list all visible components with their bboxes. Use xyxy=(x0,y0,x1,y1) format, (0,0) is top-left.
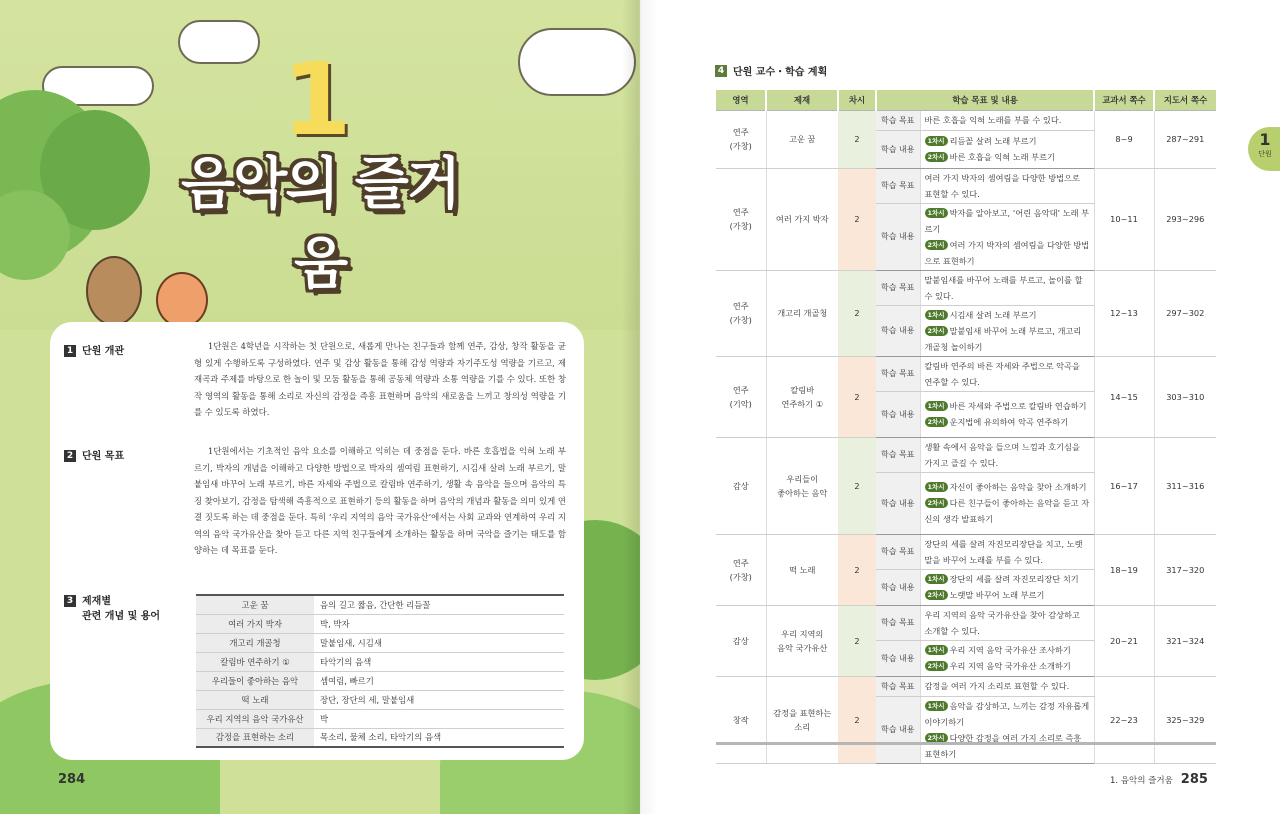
table-row xyxy=(716,356,1216,391)
content-label: 학습 내용 xyxy=(876,640,920,676)
table-row xyxy=(196,709,564,728)
lesson-1-line xyxy=(925,307,1090,323)
content-label: 학습 내용 xyxy=(876,569,920,605)
table-row xyxy=(716,534,1216,569)
area-cell: 연주 (기악) xyxy=(716,356,766,437)
terms-cell: 타악기의 음색 xyxy=(314,652,564,671)
lesson-2-line xyxy=(925,495,1090,527)
table-row xyxy=(196,633,564,652)
section-title-line2: 관련 개념 및 용어 xyxy=(82,611,161,622)
side-tab-number: 1 xyxy=(1259,130,1271,149)
goal-label: 학습 목표 xyxy=(876,437,920,472)
material-cell: 우리 지역의 음악 국가유산 xyxy=(766,605,838,676)
table-bottom-rule xyxy=(716,742,1216,745)
lesson-2-line xyxy=(925,730,1090,762)
lesson-1-line xyxy=(925,642,1090,658)
lesson-2-tag: 2차시 xyxy=(925,417,948,427)
table-row xyxy=(716,437,1216,472)
content-text xyxy=(920,472,1094,534)
section-heading-goals xyxy=(64,449,124,464)
hours-cell: 2 xyxy=(838,356,876,437)
hours-cell: 2 xyxy=(838,605,876,676)
lesson-2-tag: 2차시 xyxy=(925,240,948,250)
terms-cell: 말붙임새, 시김새 xyxy=(314,633,564,652)
content-text xyxy=(920,203,1094,270)
content-text xyxy=(920,130,1094,168)
goal-text: 감정을 여러 가지 소리로 표현할 수 있다. xyxy=(920,676,1094,696)
section-title: 단원 목표 xyxy=(82,451,125,462)
lesson-2-line xyxy=(925,237,1090,269)
material-cell: 떡 노래 xyxy=(766,534,838,605)
cloud-illustration xyxy=(518,28,636,96)
material-cell: 우리들이 좋아하는 음악 xyxy=(766,437,838,534)
lesson-2-line xyxy=(925,414,1090,430)
section-number: 3 xyxy=(64,595,76,607)
hours-cell: 2 xyxy=(838,437,876,534)
content-text xyxy=(920,305,1094,356)
lesson-2-line xyxy=(925,323,1090,355)
header-guide-pages: 지도서 쪽수 xyxy=(1154,90,1216,110)
hours-cell: 2 xyxy=(838,168,876,270)
book-gutter-shadow xyxy=(622,0,658,814)
hours-cell: 2 xyxy=(838,110,876,168)
table-row xyxy=(716,270,1216,305)
terms-cell: 셈여림, 빠르기 xyxy=(314,671,564,690)
goal-text: 장단의 세를 살려 자진모리장단을 치고, 노랫말을 바꾸어 노래를 부를 수 있다. xyxy=(920,534,1094,569)
area-cell: 연주 (가창) xyxy=(716,168,766,270)
song-cell: 우리들이 좋아하는 음악 xyxy=(196,671,314,690)
content-text xyxy=(920,696,1094,763)
goal-label: 학습 목표 xyxy=(876,168,920,203)
hours-cell: 2 xyxy=(838,534,876,605)
header-hours: 차시 xyxy=(838,90,876,110)
lesson-2-tag: 2차시 xyxy=(925,590,948,600)
lesson-1-tag: 1차시 xyxy=(925,482,948,492)
material-cell: 감정을 표현하는 소리 xyxy=(766,676,838,763)
area-cell: 감상 xyxy=(716,437,766,534)
section-number: 2 xyxy=(64,450,76,462)
guide-pages-cell: 303~310 xyxy=(1154,356,1216,437)
goal-text: 바른 호흡을 익혀 노래를 부를 수 있다. xyxy=(920,110,1094,130)
lesson-1-text: 시김새 살려 노래 부르기 xyxy=(949,309,1037,320)
section-heading-overview xyxy=(64,344,124,359)
area-cell: 연주 (가창) xyxy=(716,534,766,605)
lesson-1-tag: 1차시 xyxy=(925,208,948,218)
content-text xyxy=(920,640,1094,676)
table-row xyxy=(716,168,1216,203)
song-cell: 칼림바 연주하기 ① xyxy=(196,652,314,671)
area-cell: 감상 xyxy=(716,605,766,676)
table-row xyxy=(716,676,1216,696)
textbook-pages-cell: 20~21 xyxy=(1094,605,1154,676)
material-cell: 칼림바 연주하기 ① xyxy=(766,356,838,437)
lesson-1-text: 자신이 좋아하는 음악을 찾아 소개하기 xyxy=(949,482,1087,492)
lesson-1-line xyxy=(925,571,1090,587)
goal-label: 학습 목표 xyxy=(876,110,920,130)
guide-pages-cell: 311~316 xyxy=(1154,437,1216,534)
content-label: 학습 내용 xyxy=(876,305,920,356)
terms-cell: 박, 박자 xyxy=(314,614,564,633)
lesson-2-text: 다양한 감정을 여러 가지 소리로 즉흥 표현하기 xyxy=(924,732,1082,759)
area-cell: 연주 (가창) xyxy=(716,110,766,168)
lesson-2-tag: 2차시 xyxy=(925,498,948,508)
header-material: 제재 xyxy=(766,90,838,110)
textbook-pages-cell: 10~11 xyxy=(1094,168,1154,270)
table-row xyxy=(196,690,564,709)
concepts-table xyxy=(196,594,564,748)
goal-label: 학습 목표 xyxy=(876,676,920,696)
footer-title: 1. 음악의 즐거움 xyxy=(1110,776,1173,786)
terms-cell: 목소리, 물체 소리, 타악기의 음색 xyxy=(314,728,564,747)
lesson-1-tag: 1차시 xyxy=(925,401,948,411)
table-row xyxy=(196,595,564,614)
goal-label: 학습 목표 xyxy=(876,270,920,305)
header-textbook-pages: 교과서 쪽수 xyxy=(1094,90,1154,110)
table-row xyxy=(196,652,564,671)
song-cell: 고운 꿈 xyxy=(196,595,314,614)
material-cell: 개고리 개골청 xyxy=(766,270,838,356)
textbook-pages-cell: 16~17 xyxy=(1094,437,1154,534)
lesson-1-line xyxy=(925,205,1090,237)
section-heading-concepts xyxy=(64,594,160,624)
lesson-1-text: 장단의 세를 살려 자진모리장단 치기 xyxy=(949,574,1079,584)
lesson-1-text: 우리 지역 음악 국가유산 조사하기 xyxy=(949,645,1071,655)
bear-character-illustration xyxy=(86,256,142,326)
header-area: 영역 xyxy=(716,90,766,110)
hours-cell: 2 xyxy=(838,270,876,356)
lesson-2-tag: 2차시 xyxy=(925,326,948,336)
page-number-left: 284 xyxy=(58,772,86,787)
textbook-pages-cell: 14~15 xyxy=(1094,356,1154,437)
table-header-row xyxy=(716,90,1216,110)
lesson-1-tag: 1차시 xyxy=(925,310,948,320)
lesson-2-text: 운지법에 유의하여 악곡 연주하기 xyxy=(949,417,1069,427)
textbook-pages-cell: 18~19 xyxy=(1094,534,1154,605)
lesson-1-tag: 1차시 xyxy=(925,645,948,655)
guide-pages-cell: 297~302 xyxy=(1154,270,1216,356)
content-text xyxy=(920,569,1094,605)
table-row xyxy=(716,605,1216,640)
content-label: 학습 내용 xyxy=(876,203,920,270)
content-label: 학습 내용 xyxy=(876,472,920,534)
guide-pages-cell: 317~320 xyxy=(1154,534,1216,605)
lesson-2-tag: 2차시 xyxy=(925,152,948,162)
plan-section-heading xyxy=(715,63,827,78)
header-goals: 학습 목표 및 내용 xyxy=(876,90,1094,110)
lesson-2-text: 말붙임새 바꾸어 노래 부르고, 개고리 개골청 놀이하기 xyxy=(924,325,1082,352)
table-row xyxy=(196,671,564,690)
guide-pages-cell: 293~296 xyxy=(1154,168,1216,270)
lesson-2-tag: 2차시 xyxy=(925,733,948,743)
lesson-2-text: 바른 호흡을 익혀 노래 부르기 xyxy=(949,152,1055,162)
page-number-right: 285 xyxy=(1180,772,1208,787)
fox-character-illustration xyxy=(156,272,208,328)
section-title: 제재별 xyxy=(82,596,111,607)
table-row xyxy=(196,728,564,747)
goal-text: 칼림바 연주의 바른 자세와 주법으로 악곡을 연주할 수 있다. xyxy=(920,356,1094,391)
song-cell: 떡 노래 xyxy=(196,690,314,709)
lesson-2-text: 우리 지역 음악 국가유산 소개하기 xyxy=(949,661,1071,671)
song-cell: 감정을 표현하는 소리 xyxy=(196,728,314,747)
overview-paragraph: 1단원은 4학년을 시작하는 첫 단원으로, 새롭게 만나는 친구들과 함께 연주, 감상, 창작 활동을 균형 있게 수행하도록 구성하였다. 연주 및 감상 활동을 통해 감성 역량과 자기주도성 역량을 기르고, 제재곡과 주제를 바탕으로 한 놀이 및 모둠 활동을 통해 공동체 역량과 소통 역량을 기를 수 있다. 또한 창작 영역의 활동을 통해 소리로 자신의 감정을 즉흥 표현하며 음악의 새로움을 느끼고 창의성 역량을 기를 수 있도록 하였다. xyxy=(194,341,566,417)
section-title: 단원 개관 xyxy=(82,346,125,357)
table-row xyxy=(196,614,564,633)
textbook-pages-cell: 22~23 xyxy=(1094,676,1154,763)
side-tab-label: 단원 xyxy=(1258,150,1272,158)
textbook-pages-cell: 12~13 xyxy=(1094,270,1154,356)
chapter-title: 음악의 즐거움 xyxy=(181,152,459,297)
lesson-1-text: 박자를 알아보고, ‘어린 음악대’ 노래 부르기 xyxy=(924,207,1090,234)
lesson-2-line xyxy=(925,587,1090,603)
lesson-1-text: 바른 자세와 주법으로 칼림바 연습하기 xyxy=(949,401,1087,411)
lesson-1-text: 리듬꼴 살려 노래 부르기 xyxy=(949,136,1037,146)
section-number: 4 xyxy=(715,65,727,77)
lesson-1-text: 음악을 감상하고, 느끼는 감정 자유롭게 이야기하기 xyxy=(924,700,1090,727)
guide-pages-cell: 321~324 xyxy=(1154,605,1216,676)
right-footer xyxy=(1110,772,1208,787)
lesson-1-line xyxy=(925,398,1090,414)
section-title: 단원 교수・학습 계획 xyxy=(733,67,828,78)
material-cell: 여러 가지 박자 xyxy=(766,168,838,270)
lesson-2-text: 여러 가지 박자의 셈여림을 다양한 방법으로 표현하기 xyxy=(924,239,1090,266)
lesson-2-line xyxy=(925,658,1090,674)
terms-cell: 음의 길고 짧음, 간단한 리듬꼴 xyxy=(314,595,564,614)
song-cell: 개고리 개골청 xyxy=(196,633,314,652)
textbook-pages-cell: 8~9 xyxy=(1094,110,1154,168)
lesson-2-text: 노랫말 바꾸어 노래 부르기 xyxy=(949,590,1045,600)
song-cell: 여러 가지 박자 xyxy=(196,614,314,633)
lesson-1-line xyxy=(925,479,1090,495)
area-cell: 연주 (가창) xyxy=(716,270,766,356)
hours-cell: 2 xyxy=(838,676,876,763)
song-cell: 우리 지역의 음악 국가유산 xyxy=(196,709,314,728)
lesson-1-line xyxy=(925,698,1090,730)
goal-label: 학습 목표 xyxy=(876,605,920,640)
goal-label: 학습 목표 xyxy=(876,356,920,391)
cloud-illustration xyxy=(178,20,260,64)
lesson-1-tag: 1차시 xyxy=(925,574,948,584)
content-label: 학습 내용 xyxy=(876,391,920,437)
area-cell: 창작 xyxy=(716,676,766,763)
goal-label: 학습 목표 xyxy=(876,534,920,569)
lesson-2-line xyxy=(925,149,1090,165)
section-number: 1 xyxy=(64,345,76,357)
guide-pages-cell: 325~329 xyxy=(1154,676,1216,763)
lesson-2-tag: 2차시 xyxy=(925,661,948,671)
content-label: 학습 내용 xyxy=(876,130,920,168)
content-text xyxy=(920,391,1094,437)
goals-paragraph: 1단원에서는 기초적인 음악 요소를 이해하고 익히는 데 중점을 둔다. 바른 호흡법을 익혀 노래 부르기, 박자의 개념을 이해하고 다양한 방법으로 박자의 셈여림 표현하기, 시김새 살려 노래 부르기, 말붙임새 바꾸어 노래 부르기, 바른 자세와 주법으로 칼림바 연주하기, 생활 속 음악을 들으며 음악의 특징 찾아보기, 감정을 탐색해 즉흥적으로 표현하기 등의 활동을 하며 음악의 개념과 활동을 의미 있게 연결 짓도록 하는 데 중점을 둔다. 특히 ‘우리 지역의 음악 국가유산’에서는 사회 교과와 연계하여 우리 지역의 음악 국가유산을 찾아 듣고 다른 지역 친구들에게 소개하는 활동을 하며 국악을 즐기는 태도를 함양하는 데 목표를 둔다. xyxy=(194,446,566,555)
content-label: 학습 내용 xyxy=(876,696,920,763)
goal-text: 우리 지역의 음악 국가유산을 찾아 감상하고 소개할 수 있다. xyxy=(920,605,1094,640)
goal-text: 생활 속에서 음악을 들으며 느낌과 호기심을 가지고 즐길 수 있다. xyxy=(920,437,1094,472)
goal-text: 말붙임새를 바꾸어 노래를 부르고, 놀이를 할 수 있다. xyxy=(920,270,1094,305)
lesson-1-line xyxy=(925,133,1090,149)
material-cell: 고운 꿈 xyxy=(766,110,838,168)
guide-pages-cell: 287~291 xyxy=(1154,110,1216,168)
terms-cell: 장단, 장단의 세, 말붙임새 xyxy=(314,690,564,709)
teaching-plan-table xyxy=(716,90,1216,764)
terms-cell: 박 xyxy=(314,709,564,728)
lesson-2-text: 다른 친구들이 좋아하는 음악을 듣고 자신의 생각 발표하기 xyxy=(924,498,1090,524)
goal-text: 여러 가지 박자의 셈여림을 다양한 방법으로 표현할 수 있다. xyxy=(920,168,1094,203)
lesson-1-tag: 1차시 xyxy=(925,701,948,711)
table-row xyxy=(716,110,1216,130)
lesson-1-tag: 1차시 xyxy=(925,136,948,146)
chapter-number: 1 xyxy=(282,41,352,158)
